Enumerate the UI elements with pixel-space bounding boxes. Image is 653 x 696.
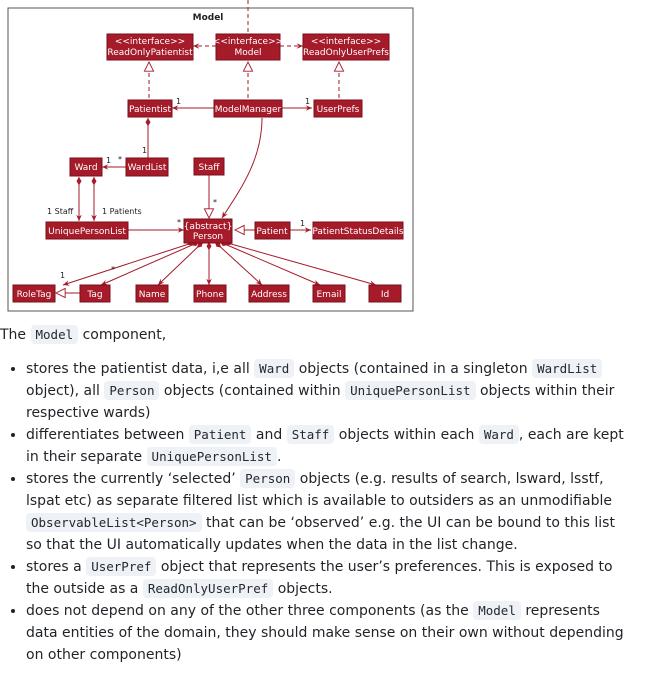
label-ward: Ward xyxy=(74,163,98,173)
text-run: , each are kept in their separate xyxy=(26,427,624,465)
node-id xyxy=(369,285,401,302)
mult-ward-1: 1 xyxy=(106,156,112,165)
text-run: stores a xyxy=(26,559,87,575)
label-tag: Tag xyxy=(87,290,103,300)
list-item xyxy=(26,600,653,666)
mult-ward-star: * xyxy=(118,155,122,164)
node-unique-person-list xyxy=(46,222,128,239)
label-readonly-patientist-stereotype: <<interface>> xyxy=(114,37,186,47)
label-name: Name xyxy=(138,290,166,300)
list-item xyxy=(26,424,653,468)
mult-userprefs-1: 1 xyxy=(305,97,311,106)
node-model-interface xyxy=(213,34,283,60)
list-item xyxy=(26,468,653,556)
node-patient xyxy=(255,222,290,239)
inline-code: Person xyxy=(240,469,295,488)
label-model-manager: ModelManager xyxy=(214,105,282,115)
node-tag xyxy=(80,285,110,302)
text-run: object), all xyxy=(26,383,105,399)
list-item xyxy=(26,556,653,600)
text-run: represents data entities of the domain, they should make sense on their own without depending on other components) xyxy=(26,603,624,663)
label-person-stereotype: {abstract} xyxy=(183,222,233,232)
inline-code: Person xyxy=(104,381,159,400)
label-patient: Patient xyxy=(256,227,288,237)
node-address xyxy=(249,285,289,302)
inline-code: Patient xyxy=(189,425,252,444)
intro-code-model: Model xyxy=(31,325,79,344)
label-unique-person-list: UniquePersonList xyxy=(48,227,126,237)
mult-staff-label: 1 Staff xyxy=(47,207,74,216)
text-run: does not depend on any of the other three components (as the xyxy=(26,603,474,619)
intro-text-pre: The xyxy=(0,327,31,343)
intro-text-post: component, xyxy=(78,327,167,343)
inline-code: WardList xyxy=(532,359,602,378)
label-readonly-patientist: ReadOnlyPatientist xyxy=(107,48,193,58)
node-staff xyxy=(194,158,224,175)
mult-patientist-1: 1 xyxy=(176,97,182,106)
inline-code: UniquePersonList xyxy=(345,381,475,400)
label-role-tag: RoleTag xyxy=(16,290,52,300)
inline-code: ReadOnlyUserPref xyxy=(143,579,273,598)
node-readonly-userprefs xyxy=(303,34,389,60)
inline-code: Ward xyxy=(479,425,519,444)
node-patientist xyxy=(128,100,172,117)
inline-code: Model xyxy=(473,601,521,620)
label-phone: Phone xyxy=(196,290,224,300)
node-ward xyxy=(70,158,102,176)
text-run: that can be ‘observed’ e.g. the UI can be bound to this list so that the UI automatically updates when the data in the list change. xyxy=(26,515,615,553)
node-patient-status-details xyxy=(312,222,404,239)
mult-patient-1: 1 xyxy=(300,219,306,228)
mult-person-star: * xyxy=(177,218,181,227)
text-run: objects within each xyxy=(334,427,479,443)
text-run: and xyxy=(251,427,287,443)
node-name xyxy=(136,285,168,302)
model-description xyxy=(0,324,653,666)
inline-code: UniquePersonList xyxy=(147,447,277,466)
model-class-diagram xyxy=(0,0,653,320)
text-run: objects (e.g. results of search, lsward, lsstf, lspat etc) as separate filtered list which is available to outsiders as an unmodifiable xyxy=(26,471,612,509)
text-run: objects. xyxy=(273,581,333,597)
text-run: differentiates between xyxy=(26,427,189,443)
mult-patients-label: 1 Patients xyxy=(102,207,142,216)
label-person: Person xyxy=(192,232,224,242)
inline-code: ObservableList<Person> xyxy=(26,513,202,532)
label-readonly-userprefs: ReadOnlyUserPrefs xyxy=(303,48,389,58)
text-run: object that represents the user’s preferences. This is exposed to the outside as a xyxy=(26,559,613,597)
label-address: Address xyxy=(251,290,287,300)
inline-code: Ward xyxy=(254,359,294,378)
node-person xyxy=(184,219,233,243)
node-phone xyxy=(194,285,226,302)
node-email xyxy=(313,285,345,302)
label-patientist: Patientist xyxy=(128,105,172,115)
label-staff: Staff xyxy=(198,163,220,173)
label-ward-list: WardList xyxy=(127,163,167,173)
inline-code: UserPref xyxy=(86,557,156,576)
text-run: objects within their respective wards) xyxy=(26,383,615,421)
node-ward-list xyxy=(126,158,168,176)
mult-staff-star: * xyxy=(213,198,217,207)
label-patient-status-details: PatientStatusDetails xyxy=(312,227,404,237)
node-model-manager xyxy=(214,100,282,117)
label-model-stereotype: <<interface>> xyxy=(212,37,284,47)
label-user-prefs: UserPrefs xyxy=(316,105,360,115)
text-run: objects (contained in a singleton xyxy=(294,361,533,377)
package-title: Model xyxy=(192,13,224,23)
node-user-prefs xyxy=(314,100,362,117)
list-item xyxy=(26,358,653,424)
node-role-tag xyxy=(13,285,55,302)
mult-roletag-1: 1 xyxy=(60,271,66,280)
inline-code: Staff xyxy=(287,425,335,444)
mult-tag-star: * xyxy=(111,265,115,274)
label-model: Model xyxy=(234,48,262,58)
label-readonly-userprefs-stereotype: <<interface>> xyxy=(310,37,382,47)
mult-wardlist-1: 1 xyxy=(142,146,148,155)
text-run: objects (contained within xyxy=(159,383,346,399)
text-run: stores the patientist data, i,e all xyxy=(26,361,255,377)
label-id: Id xyxy=(380,290,390,300)
intro-paragraph xyxy=(0,324,653,346)
label-email: Email xyxy=(316,290,342,300)
node-readonly-patientist xyxy=(107,34,193,60)
text-run: . xyxy=(276,449,282,465)
text-run: stores the currently ‘selected’ xyxy=(26,471,241,487)
responsibility-list xyxy=(0,358,653,666)
